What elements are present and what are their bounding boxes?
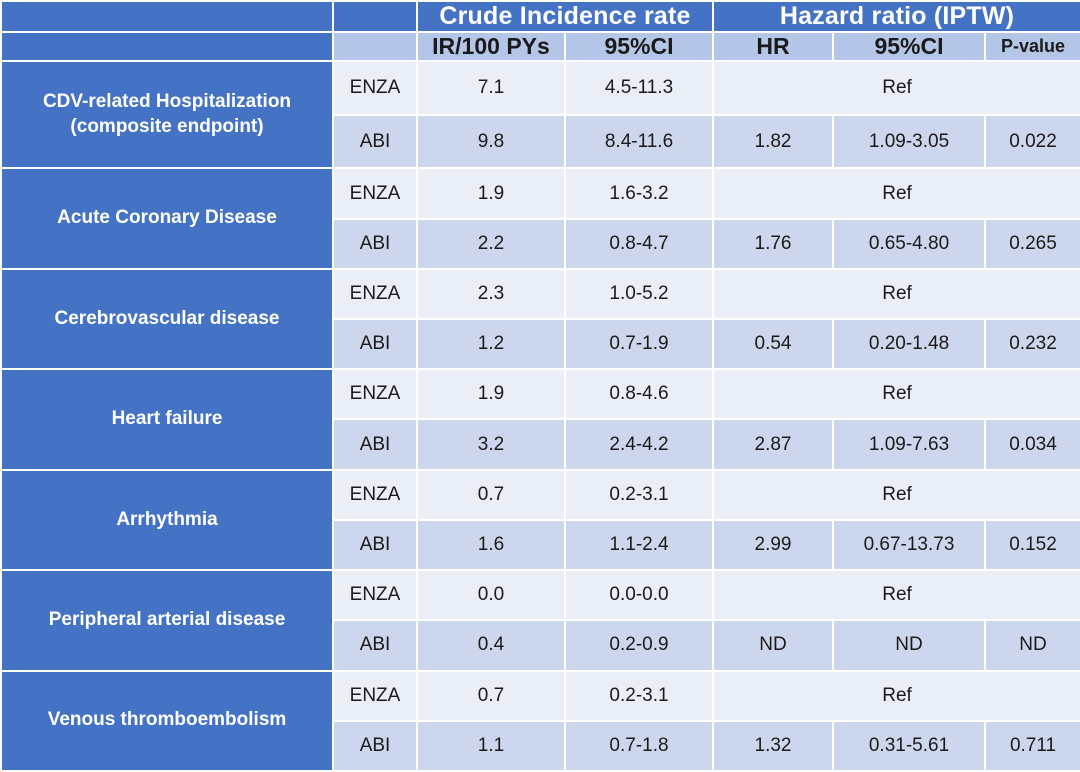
group-header-hazard-ratio: Hazard ratio (IPTW) [713, 1, 1080, 32]
table-row [1, 470, 1080, 520]
ir-ci-value: 0.2-3.1 [565, 671, 713, 721]
ir-ci-value: 0.2-0.9 [565, 620, 713, 670]
arm-label: ABI [333, 319, 417, 369]
hr-ref-value: Ref [713, 61, 1080, 115]
hr-value: 0.54 [713, 319, 833, 369]
table-row [1, 369, 1080, 419]
p-value: 0.711 [985, 721, 1080, 771]
ir-ci-value: 0.8-4.6 [565, 369, 713, 419]
hr-value: 1.32 [713, 721, 833, 771]
hr-ci-value: 0.67-13.73 [833, 520, 985, 570]
table-row [1, 269, 1080, 319]
column-header-outcome [1, 32, 333, 61]
hr-ci-value: 1.09-3.05 [833, 115, 985, 169]
outcome-label: Acute Coronary Disease [1, 168, 333, 268]
ir-value: 2.2 [417, 219, 565, 269]
hr-value: 1.76 [713, 219, 833, 269]
p-value: 0.265 [985, 219, 1080, 269]
hr-ref-value: Ref [713, 470, 1080, 520]
hr-ref-value: Ref [713, 168, 1080, 218]
hr-value: 2.87 [713, 419, 833, 469]
outcome-label: Arrhythmia [1, 470, 333, 570]
arm-label: ABI [333, 419, 417, 469]
ir-value: 1.6 [417, 520, 565, 570]
arm-label: ENZA [333, 570, 417, 620]
hr-ref-value: Ref [713, 369, 1080, 419]
ir-ci-value: 1.6-3.2 [565, 168, 713, 218]
p-value: 0.034 [985, 419, 1080, 469]
group-header-crude-incidence: Crude Incidence rate [417, 1, 713, 32]
table-row [1, 570, 1080, 620]
outcome-label: CDV-related Hospitalization (composite endpoint) [1, 61, 333, 168]
column-header-row [1, 32, 1080, 61]
ir-value: 2.3 [417, 269, 565, 319]
hr-value: 2.99 [713, 520, 833, 570]
table-body [1, 61, 1080, 771]
group-header-blank-drug [333, 1, 417, 32]
outcome-label: Heart failure [1, 369, 333, 469]
arm-label: ENZA [333, 470, 417, 520]
ir-ci-value: 0.2-3.1 [565, 470, 713, 520]
group-header-row [1, 1, 1080, 32]
ir-value: 3.2 [417, 419, 565, 469]
arm-label: ABI [333, 620, 417, 670]
hr-ci-value: 0.65-4.80 [833, 219, 985, 269]
group-header-blank-outcome [1, 1, 333, 32]
ir-value: 0.7 [417, 470, 565, 520]
table-header [1, 1, 1080, 61]
p-value: 0.152 [985, 520, 1080, 570]
arm-label: ABI [333, 721, 417, 771]
ir-value: 0.4 [417, 620, 565, 670]
ir-value: 0.0 [417, 570, 565, 620]
hr-value: ND [713, 620, 833, 670]
hr-ref-value: Ref [713, 269, 1080, 319]
ir-value: 1.9 [417, 168, 565, 218]
table-row [1, 671, 1080, 721]
column-header-drug [333, 32, 417, 61]
outcome-label: Cerebrovascular disease [1, 269, 333, 369]
column-header-ir-ci: 95%CI [565, 32, 713, 61]
ir-ci-value: 0.7-1.9 [565, 319, 713, 369]
hr-ci-value: ND [833, 620, 985, 670]
p-value: ND [985, 620, 1080, 670]
arm-label: ENZA [333, 369, 417, 419]
ir-ci-value: 8.4-11.6 [565, 115, 713, 169]
hr-ref-value: Ref [713, 671, 1080, 721]
arm-label: ABI [333, 115, 417, 169]
column-header-hr: HR [713, 32, 833, 61]
arm-label: ABI [333, 520, 417, 570]
ir-ci-value: 0.0-0.0 [565, 570, 713, 620]
ir-value: 1.9 [417, 369, 565, 419]
arm-label: ENZA [333, 671, 417, 721]
hr-ci-value: 1.09-7.63 [833, 419, 985, 469]
hr-ci-value: 0.20-1.48 [833, 319, 985, 369]
arm-label: ABI [333, 219, 417, 269]
column-header-ir: IR/100 PYs [417, 32, 565, 61]
ir-ci-value: 1.0-5.2 [565, 269, 713, 319]
ir-ci-value: 2.4-4.2 [565, 419, 713, 469]
p-value: 0.232 [985, 319, 1080, 369]
ir-ci-value: 0.7-1.8 [565, 721, 713, 771]
p-value: 0.022 [985, 115, 1080, 169]
outcome-label: Venous thromboembolism [1, 671, 333, 772]
ir-ci-value: 1.1-2.4 [565, 520, 713, 570]
column-header-hr-ci: 95%CI [833, 32, 985, 61]
ir-value: 9.8 [417, 115, 565, 169]
arm-label: ENZA [333, 269, 417, 319]
hr-ref-value: Ref [713, 570, 1080, 620]
ir-value: 1.2 [417, 319, 565, 369]
column-header-p-value: P-value [985, 32, 1080, 61]
table-row [1, 168, 1080, 218]
ir-value: 7.1 [417, 61, 565, 115]
ir-ci-value: 4.5-11.3 [565, 61, 713, 115]
outcome-label: Peripheral arterial disease [1, 570, 333, 670]
ir-value: 1.1 [417, 721, 565, 771]
hr-value: 1.82 [713, 115, 833, 169]
ir-value: 0.7 [417, 671, 565, 721]
table-row [1, 61, 1080, 115]
arm-label: ENZA [333, 168, 417, 218]
hr-ci-value: 0.31-5.61 [833, 721, 985, 771]
ir-ci-value: 0.8-4.7 [565, 219, 713, 269]
arm-label: ENZA [333, 61, 417, 115]
